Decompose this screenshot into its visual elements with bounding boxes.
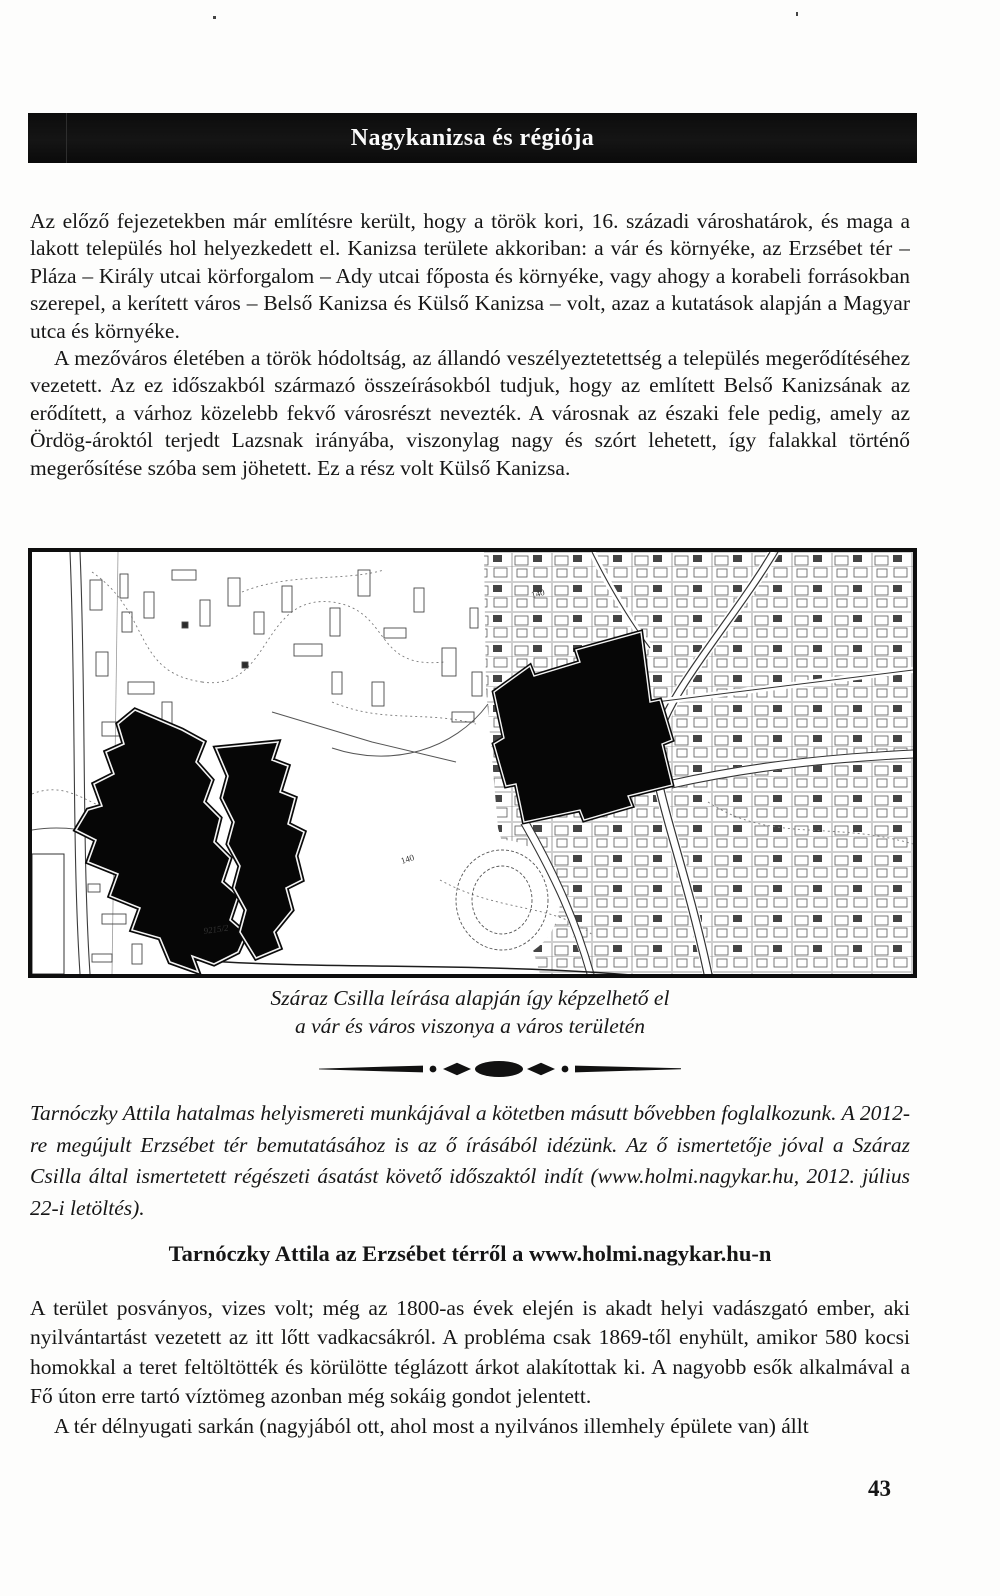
figure-caption-line2: a vár és város viszonya a város területén bbox=[294, 1014, 646, 1038]
page-number: 43 bbox=[868, 1476, 891, 1501]
cadastral-map bbox=[32, 552, 913, 974]
map-inset-box bbox=[32, 854, 64, 974]
contour-label-2: 140 bbox=[530, 586, 546, 600]
second-paragraph: A mezőváros életében a török hódoltság, az állandó veszélyeztetettség a település megerődítéséhez vezetett. Az ez időszakból származó összeírásokból tudjuk, hogy az említett Belső Kanizsának az erődített, a várhoz közelebb fekvő városrészt nevezték. A városnak az északi fele pedig, amely az Ördög-ároktól terjedt Lazsnak irányába, viszonylag nagy és szórt lehetett, így falakkal történő megerősítése szóba sem jöhetett. Ez a rész volt Külső Kanizsa. bbox=[30, 346, 910, 480]
contour-label-1: 140 bbox=[399, 852, 416, 866]
closing-text-block bbox=[30, 1294, 910, 1466]
parcel-number-label: 9215/2 bbox=[202, 922, 230, 936]
chapter-header-bar bbox=[28, 113, 917, 163]
note-paragraph: Tarnóczky Attila hatalmas helyismereti munkájával a kötetben másutt bővebben foglalkozunk. A 2012-re megújult Erzsébet tér bemutatásához is az ő írásából idézünk. Az ő ismertetője jóval a Száraz Csilla által ismertetett régészeti ásatást követő időszaktól indít (www.holmi.nagykar.hu, 2012. július 22-i letöltés). bbox=[30, 1101, 910, 1220]
intro-paragraph: Az előző fejezetekben már említésre került, hogy a török kori, 16. századi városhatárok, és maga a lakott település hol helyezkedett el. Kanizsa területe akkoriban: a vár és környéke, az Erzsébet tér – Pláza – Király utcai körforgalom – Ady utcai főposta és környéke, vagy ahogy a korabeli forrásokban szerepel, a kerített város – Belső Kanizsa és Külső Kanizsa – volt, azaz a kutatások alapján a Magyar utca és környéke. bbox=[30, 209, 910, 343]
scan-speck bbox=[796, 12, 798, 16]
divider-ornament-graphic bbox=[319, 1058, 681, 1080]
paragraph-4: A tér délnyugati sarkán (nagyjából ott, ahol most a nyilvános illemhely épülete van) állt bbox=[54, 1413, 809, 1438]
ornament-divider bbox=[0, 1058, 1000, 1082]
map-figure bbox=[28, 548, 917, 978]
scan-speck bbox=[213, 16, 216, 19]
chapter-title: Nagykanizsa és régiója bbox=[350, 124, 595, 151]
figure-caption-line1: Száraz Csilla leírása alapján így képzelhető el bbox=[270, 986, 670, 1010]
section-heading: Tarnóczky Attila az Erzsébet térről a www.holmi.nagykar.hu-n bbox=[168, 1241, 772, 1266]
figure-caption bbox=[30, 984, 910, 1040]
paragraph-3: A terület posványos, vizes volt; még az 1800-as évek elején is akadt helyi vadászgató ember, aki nyilvántartást vezetett az itt lőtt vadkacsákról. A probléma csak 1869-től enyhült, amikor 580 kocsi homokkal a teret feltöltötték és körülötte téglázott árkot alakítottak ki. A nagyobb esők alkalmával a Fő úton erre tartó víztömeg azonban még sokáig gondot jelentett. bbox=[30, 1296, 910, 1409]
intro-text-block bbox=[30, 208, 910, 546]
